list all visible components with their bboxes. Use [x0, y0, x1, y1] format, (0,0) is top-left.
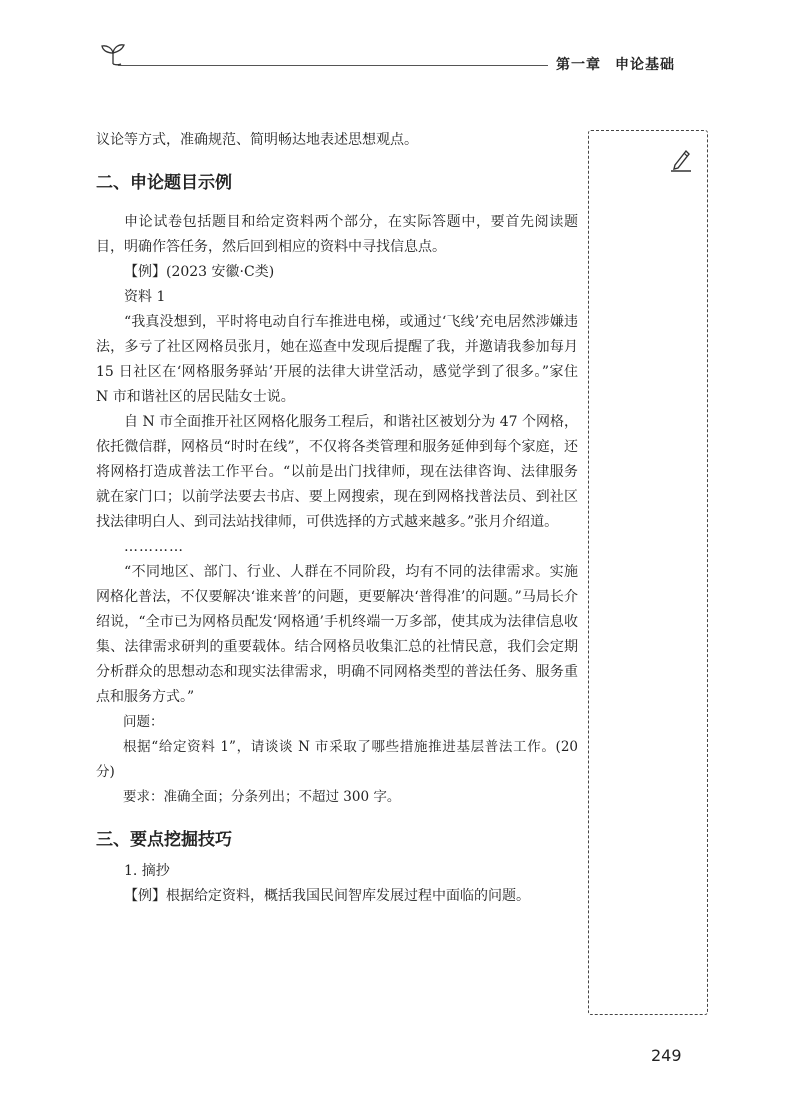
- section-paragraph: 申论试卷包括题目和给定资料两个部分，在实际答题中，要首先阅读题目，明确作答任务，然后回到相应的资料中寻找信息点。: [96, 214, 578, 255]
- page-number: 249: [651, 1046, 682, 1065]
- pen-icon: [669, 147, 693, 173]
- material-label: 资料 1: [124, 289, 166, 305]
- main-content: [96, 128, 578, 909]
- material-paragraph: 自 N 市全面推开社区网格化服务工程后，和谐社区被划分为 47 个网格，依托微信群，网格员“时时在线”，不仅将各类管理和服务延伸到每个家庭，还将网格打造成普法工作平台。“以前是出门找律师，现在法律咨询、法律服务就在家门口；以前学法要去书店、要上网搜索，现在到网格找普法员、到社区找法律明白人、到司法站找律师，可供选择的方式越来越多。”张月介绍道。: [96, 414, 578, 530]
- ellipsis: …………: [124, 539, 184, 555]
- subsection-title: 1. 摘抄: [124, 863, 170, 879]
- header-rule: [118, 65, 548, 66]
- question-label: 问题：: [123, 714, 164, 730]
- chapter-number: 第一章: [556, 57, 601, 73]
- example-paragraph: 【例】根据给定资料，概括我国民间智库发展过程中面临的问题。: [124, 888, 530, 904]
- question-text: 根据“给定资料 1”，请谈谈 N 市采取了哪些措施推进基层普法工作。(20 分): [96, 739, 578, 780]
- example-label: 【例】(2023 安徽·C类): [124, 264, 275, 280]
- requirement-text: 要求：准确全面；分条列出；不超过 300 字。: [123, 789, 401, 805]
- material-paragraph: “不同地区、部门、行业、人群在不同阶段，均有不同的法律需求。实施网格化普法，不仅要解决‘谁来普’的问题，更要解决‘普得准’的问题。”马局长介绍说，“全市已为网格员配发‘网格通’手机终端一万多部，使其成为法律信息收集、法律需求研判的重要载体。结合网格员收集汇总的社情民意，我们会定期分析群众的思想动态和现实法律需求，明确不同网格类型的普法任务、服务重点和服务方式。”: [96, 564, 578, 705]
- section-heading: 三、要点挖掘技巧: [96, 830, 232, 850]
- chapter-title: 申论基础: [615, 57, 675, 73]
- material-paragraph: “我真没想到，平时将电动自行车推进电梯，或通过‘飞线’充电居然涉嫌违法，多亏了社区网格员张月，她在巡查中发现后提醒了我，并邀请我参加每月 15 日社区在‘网格服务驿站’开展的法律大讲堂活动，感觉学到了很多。”家住 N 市和谐社区的居民陆女士说。: [96, 314, 578, 405]
- section-heading: 二、申论题目示例: [96, 173, 232, 193]
- sprout-icon: [99, 42, 127, 66]
- intro-tail: 议论等方式，准确规范、简明畅达地表述思想观点。: [96, 132, 418, 148]
- notes-box: [588, 130, 708, 1015]
- chapter-heading: [556, 54, 675, 74]
